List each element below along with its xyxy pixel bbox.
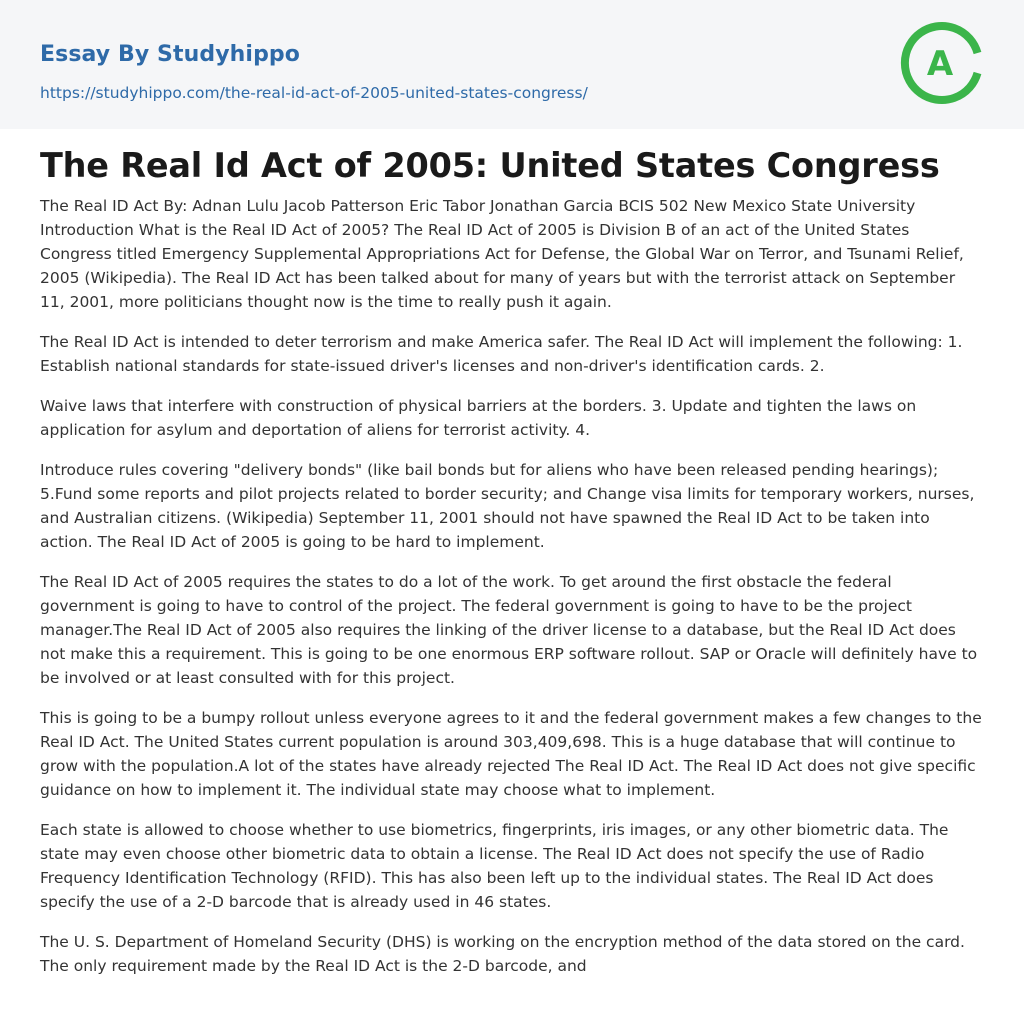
studyhippo-logo-icon[interactable] [899, 20, 985, 106]
brand-title[interactable]: Essay By Studyhippo [40, 42, 300, 67]
logo-letter: A [926, 44, 954, 84]
essay-paragraph: The Real ID Act of 2005 requires the states to do a lot of the work. To get around the first obstacle the federal government is going to have to control of the project. The federal government is going to have to be the project manager.The Real ID Act of 2005 also requires the linking of the driver license to a database, but the Real ID Act does not make this a requirement. This is going to be one enormous ERP software rollout. SAP or Oracle will definitely have to be involved or at least consulted with for this project. [40, 573, 978, 687]
essay-paragraph: Introduce rules covering "delivery bonds" (like bail bonds but for aliens who have been released pending hearings); 5.Fund some reports and pilot projects related to border security; and Change visa limits for temporary workers, nurses, and Australian citizens. (Wikipedia) September 11, 2001 should not have spawned the Real ID Act to be taken into action. The Real ID Act of 2005 is going to be hard to implement. [40, 461, 975, 551]
essay-paragraph: This is going to be a bumpy rollout unless everyone agrees to it and the federal government makes a few changes to the Real ID Act. The United States current population is around 303,409,698. This is a huge database that will continue to grow with the population.A lot of the states have already rejected The Real ID Act. The Real ID Act does not give specific guidance on how to implement it. The individual state may choose what to implement. [40, 709, 982, 799]
essay-title: The Real Id Act of 2005: United States Congress [40, 146, 940, 185]
essay-paragraph: The Real ID Act is intended to deter terrorism and make America safer. The Real ID Act will implement the following: 1. Establish national standards for state-issued driver's licenses and non-driver's identification cards. 2. [40, 333, 963, 375]
essay-paragraph: Each state is allowed to choose whether to use biometrics, fingerprints, iris images, or any other biometric data. The state may even choose other biometric data to obtain a license. The Real ID Act does not specify the use of Radio Frequency Identification Technology (RFID). This has also been left up to the individual states. The Real ID Act does specify the use of a 2-D barcode that is already used in 46 states. [40, 821, 949, 911]
essay-paragraph: The U. S. Department of Homeland Security (DHS) is working on the encryption method of the data stored on the card. The only requirement made by the Real ID Act is the 2-D barcode, and [40, 933, 965, 975]
source-url-link[interactable]: https://studyhippo.com/the-real-id-act-of-2005-united-states-congress/ [40, 84, 588, 102]
essay-body [40, 194, 984, 994]
essay-paragraph: The Real ID Act By: Adnan Lulu Jacob Patterson Eric Tabor Jonathan Garcia BCIS 502 New Mexico State University Introduction What is the Real ID Act of 2005? The Real ID Act of 2005 is Division B of an act of the United States Congress titled Emergency Supplemental Appropriations Act for Defense, the Global War on Terror, and Tsunami Relief, 2005 (Wikipedia). The Real ID Act has been talked about for many of years but with the terrorist attack on September 11, 2001, more politicians thought now is the time to really push it again. [40, 197, 964, 311]
page-header [0, 0, 1024, 129]
essay-paragraph: Waive laws that interfere with construction of physical barriers at the borders. 3. Update and tighten the laws on application for asylum and deportation of aliens for terrorist activity. 4. [40, 397, 917, 439]
